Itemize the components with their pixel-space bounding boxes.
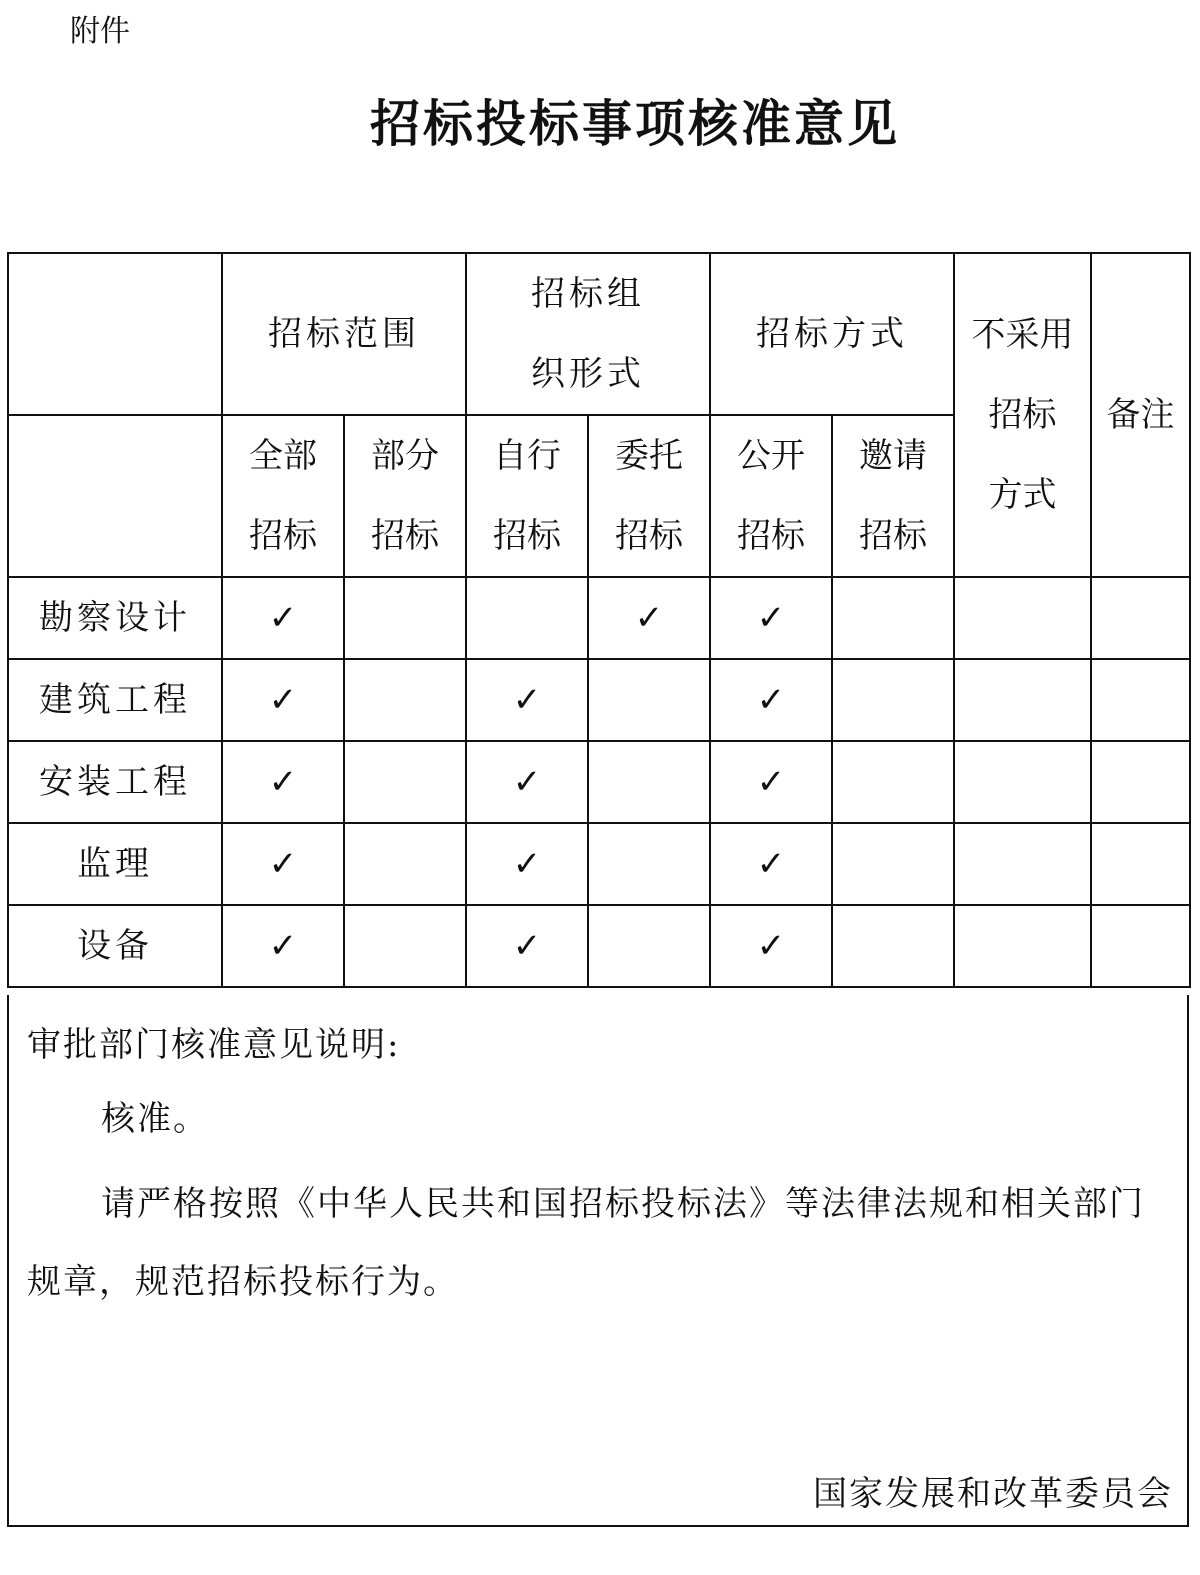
subheader-self (466, 415, 588, 577)
check-mark-cell: ✓ (466, 905, 588, 987)
subheader-line: 招标 (737, 516, 805, 556)
header-no-bidding (954, 253, 1091, 577)
subheader-partial (344, 415, 466, 577)
check-mark-cell: ✓ (710, 577, 832, 659)
empty-cell (344, 741, 466, 823)
empty-cell (832, 823, 954, 905)
empty-cell (954, 905, 1091, 987)
row-label: 勘察设计 (8, 577, 222, 659)
corner-cell (8, 253, 222, 415)
row-label: 设备 (8, 905, 222, 987)
table-row (8, 659, 1190, 741)
subheader-open (710, 415, 832, 577)
subheader-entrusted (588, 415, 710, 577)
check-mark-cell: ✓ (222, 577, 344, 659)
document-title: 招标投标事项核准意见 (370, 95, 900, 153)
empty-cell (344, 659, 466, 741)
empty-cell (832, 659, 954, 741)
empty-cell (954, 577, 1091, 659)
empty-cell (588, 823, 710, 905)
subheader-line: 招标 (615, 516, 683, 556)
subheader-line: 公开 (737, 436, 805, 476)
empty-cell (344, 823, 466, 905)
empty-cell (588, 659, 710, 741)
empty-cell (954, 823, 1091, 905)
subheader-line: 招标 (859, 516, 927, 556)
check-mark-cell: ✓ (466, 741, 588, 823)
header-method: 招标方式 (710, 253, 954, 415)
empty-cell (1091, 905, 1190, 987)
check-mark-cell: ✓ (222, 905, 344, 987)
check-mark-cell: ✓ (222, 741, 344, 823)
header-remarks: 备注 (1091, 253, 1190, 577)
check-mark-cell: ✓ (710, 741, 832, 823)
check-mark-cell: ✓ (466, 659, 588, 741)
empty-cell (954, 741, 1091, 823)
subheader-line: 邀请 (859, 436, 927, 476)
empty-cell (832, 905, 954, 987)
check-mark-cell: ✓ (222, 823, 344, 905)
header-organization-line1: 招标组 (531, 274, 645, 314)
empty-cell (832, 577, 954, 659)
empty-cell (1091, 577, 1190, 659)
table-body (8, 577, 1190, 987)
comments-approval: 核准。 (101, 1099, 209, 1139)
empty-cell (588, 905, 710, 987)
header-no-bidding-line3: 方式 (988, 475, 1057, 515)
comments-instruction: 请严格按照《中华人民共和国招标投标法》等法律法规和相关部门规章，规范招标投标行为。 (27, 1184, 1145, 1302)
blank-sub-cell (8, 415, 222, 577)
attachment-label: 附件 (70, 14, 130, 49)
check-mark-cell: ✓ (710, 905, 832, 987)
subheader-line: 招标 (493, 516, 561, 556)
row-label: 安装工程 (8, 741, 222, 823)
subheader-invited (832, 415, 954, 577)
subheader-full (222, 415, 344, 577)
subheader-line: 部分 (371, 436, 439, 476)
bidding-approval-table (7, 252, 1191, 988)
header-no-bidding-line2: 招标 (988, 395, 1057, 435)
subheader-line: 招标 (249, 516, 317, 556)
empty-cell (1091, 659, 1190, 741)
table-row (8, 577, 1190, 659)
header-organization (466, 253, 710, 415)
empty-cell (1091, 741, 1190, 823)
subheader-line: 全部 (249, 436, 317, 476)
empty-cell (588, 741, 710, 823)
header-scope: 招标范围 (222, 253, 466, 415)
subheader-line: 招标 (371, 516, 439, 556)
row-label: 监理 (8, 823, 222, 905)
header-no-bidding-line1: 不采用 (971, 315, 1074, 355)
empty-cell (954, 659, 1091, 741)
approval-comments-box (7, 995, 1189, 1527)
row-label: 建筑工程 (8, 659, 222, 741)
subheader-line: 委托 (615, 436, 683, 476)
header-organization-line2: 织形式 (531, 354, 645, 394)
check-mark-cell: ✓ (710, 823, 832, 905)
check-mark-cell: ✓ (466, 823, 588, 905)
empty-cell (344, 577, 466, 659)
check-mark-cell: ✓ (588, 577, 710, 659)
issuing-authority: 国家发展和改革委员会 (813, 1474, 1173, 1514)
table-row (8, 905, 1190, 987)
empty-cell (1091, 823, 1190, 905)
empty-cell (832, 741, 954, 823)
subheader-line: 自行 (493, 436, 561, 476)
check-mark-cell: ✓ (222, 659, 344, 741)
check-mark-cell: ✓ (710, 659, 832, 741)
table-row (8, 741, 1190, 823)
table-row (8, 823, 1190, 905)
empty-cell (466, 577, 588, 659)
empty-cell (344, 905, 466, 987)
comments-heading: 审批部门核准意见说明: (27, 1025, 401, 1065)
